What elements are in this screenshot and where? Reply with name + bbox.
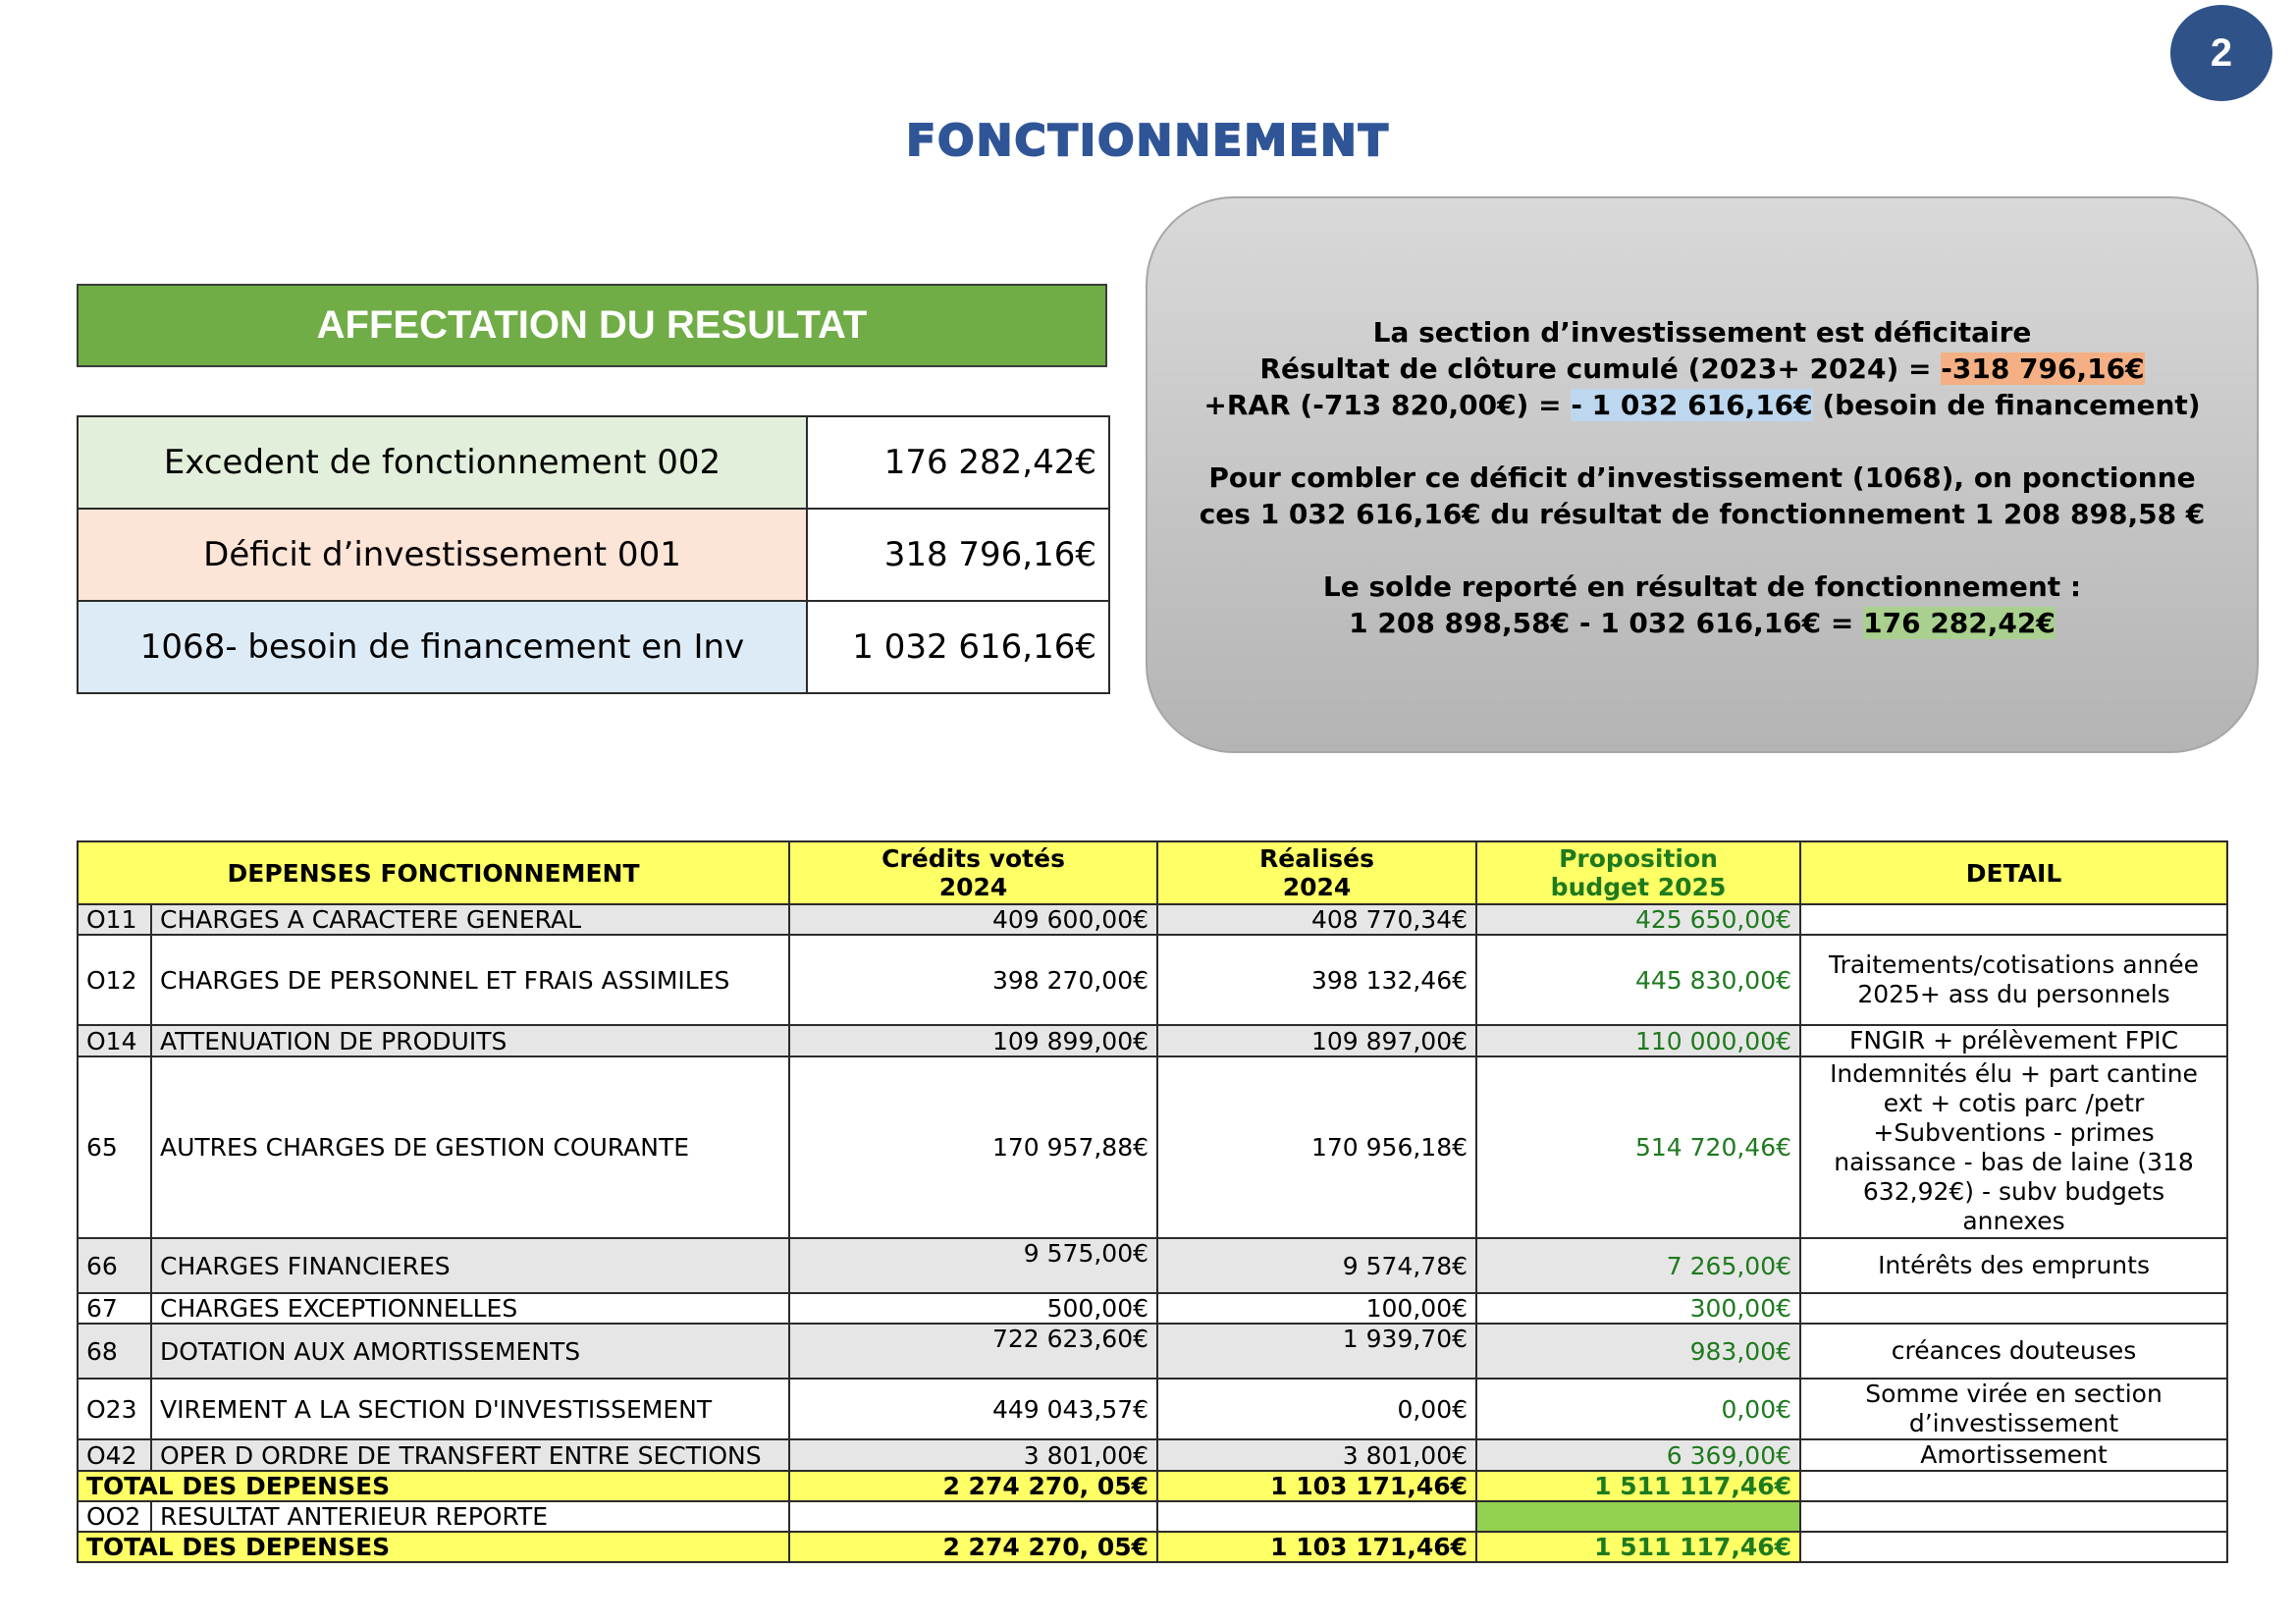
affectation-value: 318 796,16€ — [807, 509, 1109, 601]
affectation-row — [78, 509, 1109, 601]
row-label: CHARGES DE PERSONNEL ET FRAIS ASSIMILES — [151, 935, 789, 1025]
row-credits: 170 957,88€ — [789, 1056, 1157, 1238]
table-row — [78, 1439, 2227, 1471]
report-label: RESULTAT ANTERIEUR REPORTE — [151, 1501, 789, 1532]
table-row — [78, 904, 2227, 935]
row-realises: 3 801,00€ — [1157, 1439, 1476, 1471]
affectation-row — [78, 601, 1109, 693]
table-row — [78, 1025, 2227, 1056]
row-code: O12 — [78, 935, 151, 1025]
row-detail: Amortissement — [1800, 1439, 2227, 1471]
row-credits: 409 600,00€ — [789, 904, 1157, 935]
row-credits: 3 801,00€ — [789, 1439, 1157, 1471]
info-text: 1 208 898,58€ - 1 032 616,16€ = — [1349, 607, 1864, 639]
affectation-value: 176 282,42€ — [807, 416, 1109, 509]
row-label: CHARGES FINANCIERES — [151, 1238, 789, 1293]
highlight-solde: 176 282,42€ — [1863, 607, 2056, 639]
info-line-7 — [1148, 605, 2257, 641]
table-row — [78, 1238, 2227, 1293]
table-row — [78, 1379, 2227, 1439]
row-label: CHARGES EXCEPTIONNELLES — [151, 1293, 789, 1324]
page-number-badge: 2 — [2170, 5, 2272, 101]
row-detail: créances douteuses — [1800, 1324, 2227, 1379]
info-line-6: Le solde reporté en résultat de fonctionnement : — [1322, 570, 2082, 603]
row-proposition: 6 369,00€ — [1476, 1439, 1800, 1471]
row-credits: 9 575,00€ — [789, 1238, 1157, 1293]
row-code: 66 — [78, 1238, 151, 1293]
row-credits: 398 270,00€ — [789, 935, 1157, 1025]
header-proposition: Proposition budget 2025 — [1476, 841, 1800, 904]
total-detail — [1800, 1471, 2227, 1501]
affectation-table — [77, 415, 1110, 694]
report-realises — [1157, 1501, 1476, 1532]
row-label: VIREMENT A LA SECTION D'INVESTISSEMENT — [151, 1379, 789, 1439]
row-detail — [1800, 1293, 2227, 1324]
highlight-besoin: - 1 032 616,16€ — [1571, 389, 1813, 421]
header-realises: Réalisés 2024 — [1157, 841, 1476, 904]
affectation-label: Excedent de fonctionnement 002 — [78, 416, 807, 509]
row-label: CHARGES A CARACTERE GENERAL — [151, 904, 789, 935]
row-proposition: 110 000,00€ — [1476, 1025, 1800, 1056]
row-code: O42 — [78, 1439, 151, 1471]
row-proposition: 514 720,46€ — [1476, 1056, 1800, 1238]
row-credits: 722 623,60€ — [789, 1324, 1157, 1379]
total-credits: 2 274 270, 05€ — [789, 1471, 1157, 1501]
row-detail — [1800, 904, 2227, 935]
row-proposition: 7 265,00€ — [1476, 1238, 1800, 1293]
report-detail — [1800, 1501, 2227, 1532]
total-row — [78, 1471, 2227, 1501]
row-realises: 1 939,70€ — [1157, 1324, 1476, 1379]
highlight-deficit: -318 796,16€ — [1941, 352, 2145, 385]
row-detail: Somme virée en section d’investissement — [1800, 1379, 2227, 1439]
info-line-1: La section d’investissement est déficitaire — [1372, 316, 2032, 349]
row-realises: 398 132,46€ — [1157, 935, 1476, 1025]
table-row — [78, 1056, 2227, 1238]
affectation-label: 1068- besoin de financement en Inv — [78, 601, 807, 693]
affectation-label: Déficit d’investissement 001 — [78, 509, 807, 601]
depenses-table — [77, 840, 2228, 1563]
row-proposition: 300,00€ — [1476, 1293, 1800, 1324]
report-proposition — [1476, 1501, 1800, 1532]
row-credits: 500,00€ — [789, 1293, 1157, 1324]
info-line-5: ces 1 032 616,16€ du résultat de fonctionnement 1 208 898,58 € — [1199, 498, 2206, 530]
row-code: 68 — [78, 1324, 151, 1379]
info-line-2 — [1148, 351, 2257, 387]
row-code: O11 — [78, 904, 151, 935]
affectation-value: 1 032 616,16€ — [807, 601, 1109, 693]
page-title: FONCTIONNEMENT — [906, 116, 1390, 166]
table-row — [78, 935, 2227, 1025]
row-code: 67 — [78, 1293, 151, 1324]
affectation-row — [78, 416, 1109, 509]
row-code: O23 — [78, 1379, 151, 1439]
header-credits: Crédits votés 2024 — [789, 841, 1157, 904]
row-realises: 170 956,18€ — [1157, 1056, 1476, 1238]
total-proposition: 1 511 117,46€ — [1476, 1471, 1800, 1501]
total-label: TOTAL DES DEPENSES — [78, 1532, 789, 1562]
affectation-header: AFFECTATION DU RESULTAT — [77, 284, 1107, 367]
table-row — [78, 1324, 2227, 1379]
row-label: OPER D ORDRE DE TRANSFERT ENTRE SECTIONS — [151, 1439, 789, 1471]
row-detail: FNGIR + prélèvement FPIC — [1800, 1025, 2227, 1056]
row-realises: 109 897,00€ — [1157, 1025, 1476, 1056]
row-label: ATTENUATION DE PRODUITS — [151, 1025, 789, 1056]
total-realises: 1 103 171,46€ — [1157, 1532, 1476, 1562]
info-text: +RAR (-713 820,00€) = — [1203, 389, 1572, 421]
info-box — [1146, 196, 2259, 753]
row-label: AUTRES CHARGES DE GESTION COURANTE — [151, 1056, 789, 1238]
row-realises: 0,00€ — [1157, 1379, 1476, 1439]
row-realises: 100,00€ — [1157, 1293, 1476, 1324]
row-code: 65 — [78, 1056, 151, 1238]
info-text: Résultat de clôture cumulé (2023+ 2024) = — [1259, 352, 1942, 385]
info-lines — [1148, 314, 2257, 641]
row-detail: Indemnités élu + part cantine ext + cotis parc /petr +Subventions - primes naissance - bas de laine (318 632,92€) - subv budgets annexes — [1800, 1056, 2227, 1238]
row-proposition: 425 650,00€ — [1476, 904, 1800, 935]
report-credits — [789, 1501, 1157, 1532]
row-proposition: 445 830,00€ — [1476, 935, 1800, 1025]
total-row — [78, 1532, 2227, 1562]
total-realises: 1 103 171,46€ — [1157, 1471, 1476, 1501]
row-realises: 408 770,34€ — [1157, 904, 1476, 935]
total-credits: 2 274 270, 05€ — [789, 1532, 1157, 1562]
info-line-4: Pour combler ce déficit d’investissement (1068), on ponctionne — [1208, 461, 2196, 494]
total-proposition: 1 511 117,46€ — [1476, 1532, 1800, 1562]
total-detail — [1800, 1532, 2227, 1562]
info-line-3 — [1148, 387, 2257, 423]
report-row — [78, 1501, 2227, 1532]
header-label: DEPENSES FONCTIONNEMENT — [78, 841, 789, 904]
row-realises: 9 574,78€ — [1157, 1238, 1476, 1293]
row-credits: 449 043,57€ — [789, 1379, 1157, 1439]
report-code: OO2 — [78, 1501, 151, 1532]
total-label: TOTAL DES DEPENSES — [78, 1471, 789, 1501]
row-proposition: 983,00€ — [1476, 1324, 1800, 1379]
row-detail: Traitements/cotisations année 2025+ ass du personnels — [1800, 935, 2227, 1025]
header-detail: DETAIL — [1800, 841, 2227, 904]
row-detail: Intérêts des emprunts — [1800, 1238, 2227, 1293]
row-proposition: 0,00€ — [1476, 1379, 1800, 1439]
info-text: (besoin de financement) — [1812, 389, 2201, 421]
row-label: DOTATION AUX AMORTISSEMENTS — [151, 1324, 789, 1379]
row-credits: 109 899,00€ — [789, 1025, 1157, 1056]
row-code: O14 — [78, 1025, 151, 1056]
depenses-header-row — [78, 841, 2227, 904]
table-row — [78, 1293, 2227, 1324]
